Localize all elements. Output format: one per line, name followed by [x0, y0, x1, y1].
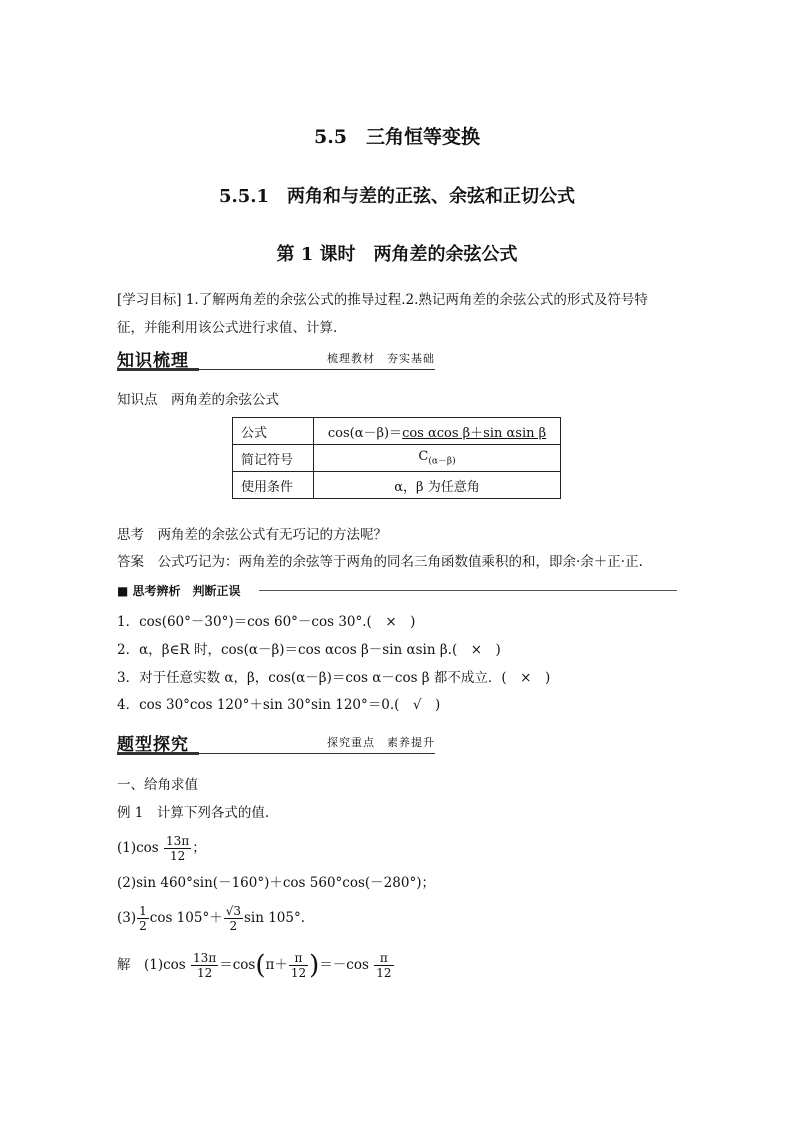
paren-open: ( [255, 950, 266, 981]
judge-title: ■ 思考辨析 判断正误 [117, 584, 241, 598]
learning-goals-line2: 征，并能利用该公式进行求值、计算. [117, 320, 338, 336]
formula-right: cos αcos β＋sin αsin β [402, 425, 547, 441]
divider-accent [117, 752, 199, 755]
fraction-numerator: √3 [225, 904, 241, 918]
lesson-title: 第 1 课时 两角差的余弦公式 [276, 244, 518, 265]
expr-text: ； [192, 840, 206, 856]
example-part-2: (2)sin 460°sin(－160°)＋cos 560°cos(－280°)； [117, 875, 435, 891]
table-cell-formula [314, 418, 561, 445]
expr-text: (3) [117, 910, 137, 926]
divider-accent [117, 368, 199, 371]
example-part-1 [117, 833, 206, 863]
divider [259, 590, 677, 591]
expr-text: 解 (1)cos [117, 957, 186, 973]
learning-goals-text: 1.了解两角差的余弦公式的推导过程.2.熟记两角差的余弦公式的形式及符号特 [185, 292, 648, 308]
expr-text: ＝cos [219, 957, 256, 973]
judge-item: 4．cos 30°cos 120°＋sin 30°sin 120°＝0.( √ ) [117, 697, 441, 713]
table-cell-label: 公式 [233, 418, 314, 445]
think-question: 思考 两角差的余弦公式有无巧记的方法呢？ [117, 527, 387, 543]
table-row [233, 472, 561, 499]
subsection-title: 5.5.1 两角和与差的正弦、余弦和正切公式 [218, 186, 576, 207]
example-part-3 [117, 903, 305, 933]
section-header-title: 题型探究 [117, 735, 189, 755]
table-row [233, 445, 561, 472]
section-title: 5.5 三角恒等变换 [313, 126, 481, 148]
table-cell-label: 简记符号 [233, 445, 314, 472]
learning-goals-label: [学习目标] [117, 292, 182, 308]
knowledge-heading: 知识点 两角差的余弦公式 [117, 392, 279, 408]
example-prompt: 例 1 计算下列各式的值. [117, 805, 270, 821]
fraction-denominator: 12 [290, 966, 307, 980]
expr-text: π＋ [265, 957, 288, 973]
formula-left: cos(α－β)＝ [327, 425, 403, 441]
fraction-numerator: π [289, 951, 308, 966]
fraction [191, 951, 218, 980]
fraction-numerator: 1 [139, 904, 147, 918]
section-header-knowledge [117, 346, 435, 374]
judge-item: 1．cos(60°－30°)＝cos 60°－cos 30°.( × ) [117, 614, 416, 630]
section-header-subtitle: 梳理教材 夯实基础 [327, 352, 435, 365]
table-row [233, 418, 561, 445]
solution-line [117, 950, 395, 980]
fraction [164, 834, 191, 863]
fraction [289, 951, 308, 980]
symbol-sub: (α－β) [428, 456, 456, 467]
table-cell-label: 使用条件 [233, 472, 314, 499]
fraction-numerator: π [374, 951, 393, 966]
fraction-numerator: 13π [193, 951, 217, 965]
fraction [224, 904, 243, 933]
judge-item: 3．对于任意实数 α，β，cos(α－β)＝cos α－cos β 都不成立．( × ) [117, 670, 551, 686]
formula-table [232, 417, 561, 499]
section-header-title: 知识梳理 [117, 351, 189, 371]
fraction [374, 951, 393, 980]
fraction-denominator: 2 [139, 919, 147, 933]
expr-text: (1)cos [117, 840, 159, 856]
expr-text: ＝－cos [319, 957, 369, 973]
judge-header [117, 580, 677, 600]
symbol-main: C [418, 449, 429, 465]
learning-goals-line1 [117, 290, 648, 310]
fraction-denominator: 12 [196, 966, 213, 980]
judge-item: 2．α，β∈R 时，cos(α－β)＝cos αcos β－sin αsin β.( × ) [117, 642, 501, 658]
section-header-subtitle: 探究重点 素养提升 [327, 736, 435, 749]
table-cell-condition: α，β 为任意角 [314, 472, 561, 499]
fraction [137, 904, 149, 933]
expr-text: sin 105°. [243, 910, 306, 926]
paren-close: ) [309, 950, 320, 981]
fraction-denominator: 12 [169, 849, 186, 863]
fraction-numerator: 13π [166, 834, 190, 848]
section-header-explore [117, 730, 435, 758]
fraction-denominator: 12 [376, 966, 392, 980]
table-cell-symbol [314, 445, 561, 472]
fraction-denominator: 2 [229, 919, 238, 933]
topic-heading: 一、给角求值 [117, 777, 198, 793]
expr-text: cos 105°＋ [149, 910, 223, 926]
think-answer: 答案 公式巧记为：两角差的余弦等于两角的同名三角函数值乘积的和，即余·余＋正·正. [117, 554, 643, 570]
